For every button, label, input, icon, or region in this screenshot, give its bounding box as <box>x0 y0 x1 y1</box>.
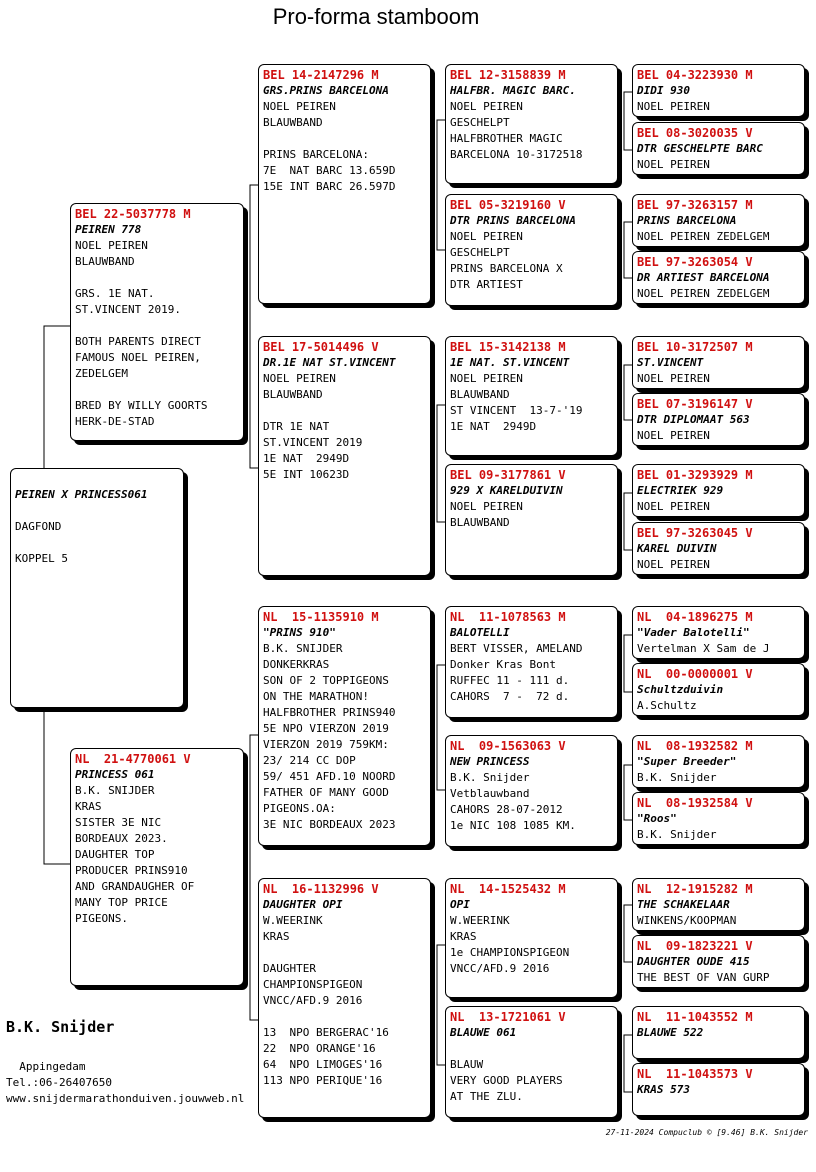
ancestor-card[interactable] <box>632 878 805 931</box>
detail-line: BERT VISSER, AMELAND <box>450 642 583 655</box>
subject-card[interactable] <box>10 468 184 708</box>
detail-line: Vetblauwband <box>450 787 530 800</box>
detail-line: 1e CHAMPIONSPIGEON <box>450 946 570 959</box>
detail-line: BLAUWBAND <box>263 388 323 401</box>
pigeon-name: PRINS BARCELONA <box>637 214 737 227</box>
detail-line <box>263 403 426 419</box>
great-grandparent-card[interactable] <box>445 194 618 306</box>
detail-line: DTR 1E NAT <box>263 420 330 433</box>
detail-line: NOEL PEIREN <box>450 100 523 113</box>
great-grandparent-card[interactable] <box>445 878 618 998</box>
pigeon-name: "Roos" <box>637 812 677 825</box>
detail-line: ZEDELGEM <box>75 367 128 380</box>
pigeon-name: Schultzduivin <box>637 683 724 696</box>
ring-number: BEL 10-3172507 M <box>637 340 753 354</box>
pigeon-name: PRINCESS 061 <box>75 768 155 781</box>
ring-number: NL 09-1563063 V <box>450 739 566 753</box>
pigeon-name: BALOTELLI <box>450 626 510 639</box>
detail-line: BLAUWBAND <box>75 255 135 268</box>
detail-line: BLAUWBAND <box>263 116 323 129</box>
detail-line: W.WEERINK <box>263 914 323 927</box>
detail-line: KRAS <box>263 930 290 943</box>
detail-line: SISTER 3E NIC <box>75 816 162 829</box>
pigeon-name: ST.VINCENT <box>637 356 704 369</box>
page-title: Pro-forma stamboom <box>272 4 480 29</box>
detail-line: NOEL PEIREN <box>637 558 710 571</box>
father-card[interactable] <box>70 203 244 441</box>
detail-line: 23/ 214 CC DOP <box>263 754 356 767</box>
detail-line <box>263 1009 426 1025</box>
detail-line: 5E INT 10623D <box>263 468 350 481</box>
ring-number: BEL 97-3263045 V <box>637 526 753 540</box>
detail-line: A.Schultz <box>637 699 697 712</box>
ancestor-card[interactable] <box>632 735 805 788</box>
detail-line: NOEL PEIREN ZEDELGEM <box>637 230 770 243</box>
ring-number: NL 08-1932582 M <box>637 739 753 753</box>
grandparent-card[interactable] <box>258 606 431 846</box>
great-grandparent-card[interactable] <box>445 336 618 456</box>
detail-line: NOEL PEIREN <box>637 372 710 385</box>
detail-line: VNCC/AFD.9 2016 <box>450 962 550 975</box>
ring-number: BEL 15-3142138 M <box>450 340 566 354</box>
detail-line: DAUGHTER TOP <box>75 848 155 861</box>
detail-line: DTR ARTIEST <box>450 278 523 291</box>
detail-line: THE BEST OF VAN GURP <box>637 971 770 984</box>
detail-line: NOEL PEIREN <box>637 100 710 113</box>
detail-line: GESCHELPT <box>450 246 510 259</box>
great-grandparent-card[interactable] <box>445 1006 618 1118</box>
detail-line: HERK-DE-STAD <box>75 415 155 428</box>
ancestor-card[interactable] <box>632 935 805 988</box>
detail-line: 22 NPO ORANGE'16 <box>263 1042 376 1055</box>
pigeon-name: KRAS 573 <box>637 1083 690 1096</box>
detail-line: BRED BY WILLY GOORTS <box>75 399 208 412</box>
subject-line: PEIREN X PRINCESS061 <box>15 488 148 501</box>
detail-line: CAHORS 7 - 72 d. <box>450 690 570 703</box>
detail-line: Donker Kras Bont <box>450 658 556 671</box>
detail-line: PIGEONS. <box>75 912 128 925</box>
detail-line: 113 NPO PERIQUE'16 <box>263 1074 383 1087</box>
detail-line <box>75 382 239 398</box>
ring-number: NL 09-1823221 V <box>637 939 753 953</box>
detail-line: PRODUCER PRINS910 <box>75 864 188 877</box>
pigeon-name: "Super Breeder" <box>637 755 737 768</box>
detail-line: BLAUWBAND <box>450 388 510 401</box>
detail-line: BORDEAUX 2023. <box>75 832 168 845</box>
detail-line: MANY TOP PRICE <box>75 896 168 909</box>
detail-line: B.K. Snijder <box>450 771 530 784</box>
pigeon-name: "Vader Balotelli" <box>637 626 750 639</box>
detail-line <box>637 1041 800 1057</box>
ring-number: NL 11-1078563 M <box>450 610 566 624</box>
ring-number: BEL 04-3223930 M <box>637 68 753 82</box>
detail-line: VIERZON 2019 759KM: <box>263 738 389 751</box>
ring-number: NL 08-1932584 V <box>637 796 753 810</box>
detail-line: AND GRANDAUGHER OF <box>75 880 195 893</box>
detail-line: 1e NIC 108 1085 KM. <box>450 819 576 832</box>
great-grandparent-card[interactable] <box>445 606 618 718</box>
detail-line: W.WEERINK <box>450 914 510 927</box>
detail-line: NOEL PEIREN <box>450 230 523 243</box>
ring-number: BEL 01-3293929 M <box>637 468 753 482</box>
detail-line <box>75 318 239 334</box>
great-grandparent-card[interactable] <box>445 464 618 576</box>
detail-line: B.K. SNIJDER <box>75 784 155 797</box>
detail-line: DAUGHTER <box>263 962 316 975</box>
detail-line: B.K. Snijder <box>637 828 717 841</box>
detail-line: NOEL PEIREN <box>263 372 336 385</box>
detail-line: ON THE MARATHON! <box>263 690 369 703</box>
detail-line: VNCC/AFD.9 2016 <box>263 994 363 1007</box>
detail-line: B.K. SNIJDER <box>263 642 343 655</box>
subject-line: DAGFOND <box>15 520 62 533</box>
ancestor-card[interactable] <box>632 1006 805 1059</box>
ancestor-card[interactable] <box>632 464 805 517</box>
detail-line <box>263 945 426 961</box>
mother-card[interactable] <box>70 748 244 986</box>
ring-number: NL 13-1721061 V <box>450 1010 566 1024</box>
detail-line: PRINS BARCELONA: <box>263 148 369 161</box>
pigeon-name: DTR PRINS BARCELONA <box>450 214 576 227</box>
detail-line: NOEL PEIREN <box>637 158 710 171</box>
ring-number: BEL 17-5014496 V <box>263 340 379 354</box>
detail-line <box>450 1041 613 1057</box>
detail-line: ST.VINCENT 2019 <box>263 436 363 449</box>
detail-line: WINKENS/KOOPMAN <box>637 914 737 927</box>
great-grandparent-card[interactable] <box>445 64 618 184</box>
detail-line: NOEL PEIREN <box>637 500 710 513</box>
pigeon-name: DAUGHTER OPI <box>263 898 343 911</box>
detail-line: RUFFEC 11 - 111 d. <box>450 674 570 687</box>
pigeon-name: DR ARTIEST BARCELONA <box>637 271 770 284</box>
pigeon-name: "PRINS 910" <box>263 626 336 639</box>
ring-number: BEL 12-3158839 M <box>450 68 566 82</box>
detail-line: B.K. Snijder <box>637 771 717 784</box>
pigeon-name: BLAUWE 061 <box>450 1026 517 1039</box>
grandparent-card[interactable] <box>258 878 431 1118</box>
detail-line: 1E NAT 2949D <box>450 420 537 433</box>
detail-line: VERY GOOD PLAYERS <box>450 1074 563 1087</box>
detail-line: PRINS BARCELONA X <box>450 262 563 275</box>
detail-line: NOEL PEIREN <box>450 372 523 385</box>
detail-line: 5E NPO VIERZON 2019 <box>263 722 389 735</box>
detail-line <box>75 270 239 286</box>
ancestor-card[interactable] <box>632 393 805 446</box>
detail-line: HALFBROTHER MAGIC <box>450 132 563 145</box>
ancestor-card[interactable] <box>632 251 805 304</box>
ring-number: BEL 08-3020035 V <box>637 126 753 140</box>
pigeon-name: OPI <box>450 898 470 911</box>
detail-line: GESCHELPT <box>450 116 510 129</box>
subject-line: KOPPEL 5 <box>15 552 68 565</box>
ring-number: BEL 14-2147296 M <box>263 68 379 82</box>
ring-number: BEL 97-3263157 M <box>637 198 753 212</box>
detail-line: Vertelman X Sam de J <box>637 642 770 655</box>
detail-line: ST.VINCENT 2019. <box>75 303 181 316</box>
breeder-phone: Tel.:06-26407650 <box>6 1076 112 1089</box>
pigeon-name: 1E NAT. ST.VINCENT <box>450 356 570 369</box>
subject-line <box>15 535 179 551</box>
detail-line: HALFBROTHER PRINS940 <box>263 706 396 719</box>
detail-line <box>637 1098 800 1114</box>
pigeon-name: GRS.PRINS BARCELONA <box>263 84 389 97</box>
pigeon-name: HALFBR. MAGIC BARC. <box>450 84 576 97</box>
ancestor-card[interactable] <box>632 1063 805 1116</box>
detail-line: SON OF 2 TOPPIGEONS <box>263 674 389 687</box>
ring-number: NL 00-0000001 V <box>637 667 753 681</box>
detail-line: NOEL PEIREN <box>450 500 523 513</box>
detail-line: BLAUW <box>450 1058 484 1071</box>
detail-line: CHAMPIONSPIGEON <box>263 978 363 991</box>
detail-line: 64 NPO LIMOGES'16 <box>263 1058 383 1071</box>
detail-line: 15E INT BARC 26.597D <box>263 180 396 193</box>
ring-number: NL 14-1525432 M <box>450 882 566 896</box>
ring-number: NL 11-1043573 V <box>637 1067 753 1081</box>
pigeon-name: KAREL DUIVIN <box>637 542 717 555</box>
detail-line: AT THE ZLU. <box>450 1090 523 1103</box>
detail-line: DONKERKRAS <box>263 658 330 671</box>
breeder-website[interactable]: www.snijdermarathonduiven.jouwweb.nl <box>6 1092 245 1105</box>
detail-line <box>263 131 426 147</box>
pigeon-name: DAUGHTER OUDE 415 <box>637 955 750 968</box>
pigeon-name: DR.1E NAT ST.VINCENT <box>263 356 396 369</box>
ancestor-card[interactable] <box>632 606 805 659</box>
detail-line: PIGEONS.OA: <box>263 802 336 815</box>
pigeon-name: DIDI 930 <box>637 84 690 97</box>
ring-number: BEL 09-3177861 V <box>450 468 566 482</box>
grandparent-card[interactable] <box>258 336 431 576</box>
pigeon-name: PEIREN 778 <box>75 223 142 236</box>
detail-line: NOEL PEIREN <box>637 429 710 442</box>
detail-line: FATHER OF MANY GOOD <box>263 786 389 799</box>
detail-line: NOEL PEIREN <box>263 100 336 113</box>
ring-number: BEL 22-5037778 M <box>75 207 191 221</box>
detail-line: 1E NAT 2949D <box>263 452 350 465</box>
ring-number: NL 21-4770061 V <box>75 752 191 766</box>
detail-line: KRAS <box>75 800 102 813</box>
detail-line: NOEL PEIREN <box>75 239 148 252</box>
detail-line: BOTH PARENTS DIRECT <box>75 335 201 348</box>
ring-number: NL 11-1043552 M <box>637 1010 753 1024</box>
pigeon-name: THE SCHAKELAAR <box>637 898 730 911</box>
great-grandparent-card[interactable] <box>445 735 618 847</box>
detail-line: 3E NIC BORDEAUX 2023 <box>263 818 396 831</box>
breeder-name: B.K. Snijder <box>6 1018 115 1036</box>
ancestor-card[interactable] <box>632 792 805 845</box>
ring-number: NL 16-1132996 V <box>263 882 379 896</box>
subject-line <box>15 503 179 519</box>
pigeon-name: DTR DIPLOMAAT 563 <box>637 413 750 426</box>
pigeon-name: DTR GESCHELPTE BARC <box>637 142 763 155</box>
ring-number: NL 04-1896275 M <box>637 610 753 624</box>
detail-line: BARCELONA 10-3172518 <box>450 148 583 161</box>
detail-line: 7E NAT BARC 13.659D <box>263 164 396 177</box>
ancestor-card[interactable] <box>632 522 805 575</box>
ring-number: BEL 05-3219160 V <box>450 198 566 212</box>
detail-line: CAHORS 28-07-2012 <box>450 803 563 816</box>
ancestor-card[interactable] <box>632 194 805 247</box>
detail-line: ST VINCENT 13-7-'19 <box>450 404 583 417</box>
pigeon-name: NEW PRINCESS <box>450 755 530 768</box>
ancestor-card[interactable] <box>632 336 805 389</box>
grandparent-card[interactable] <box>258 64 431 304</box>
detail-line: GRS. 1E NAT. <box>75 287 155 300</box>
pigeon-name: ELECTRIEK 929 <box>637 484 724 497</box>
ancestor-card[interactable] <box>632 663 805 716</box>
print-stamp: 27-11-2024 Compuclub © [9.46] B.K. Snijder <box>605 1128 808 1137</box>
detail-line: 59/ 451 AFD.10 NOORD <box>263 770 396 783</box>
ring-number: BEL 07-3196147 V <box>637 397 753 411</box>
detail-line: BLAUWBAND <box>450 516 510 529</box>
ring-number: NL 12-1915282 M <box>637 882 753 896</box>
detail-line: 13 NPO BERGERAC'16 <box>263 1026 389 1039</box>
detail-line: NOEL PEIREN ZEDELGEM <box>637 287 770 300</box>
breeder-city: Appingedam <box>6 1060 86 1073</box>
ring-number: BEL 97-3263054 V <box>637 255 753 269</box>
pigeon-name: 929 X KARELDUIVIN <box>450 484 563 497</box>
ring-number: NL 15-1135910 M <box>263 610 379 624</box>
pigeon-name: BLAUWE 522 <box>637 1026 704 1039</box>
ancestor-card[interactable] <box>632 122 805 175</box>
detail-line: KRAS <box>450 930 477 943</box>
ancestor-card[interactable] <box>632 64 805 117</box>
detail-line: FAMOUS NOEL PEIREN, <box>75 351 201 364</box>
